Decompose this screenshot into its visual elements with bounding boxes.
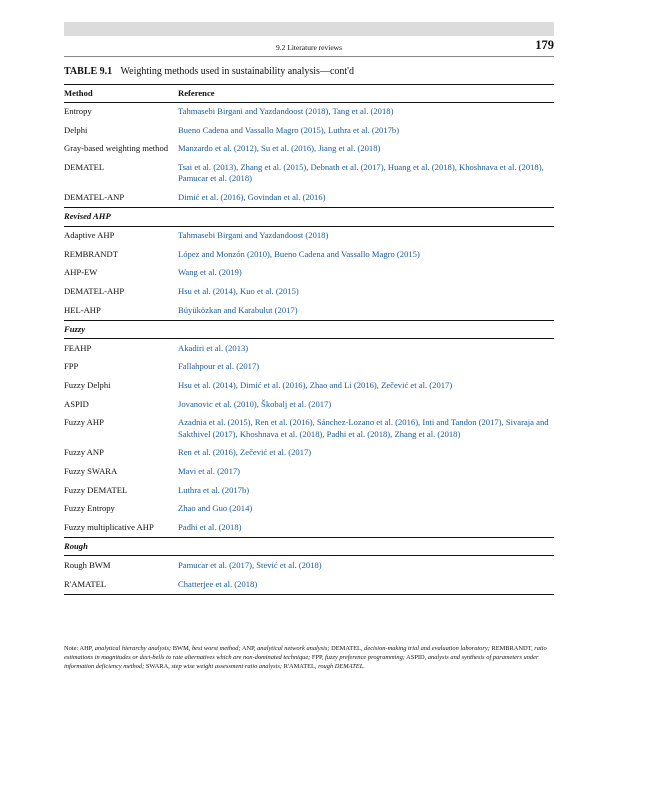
table-row bbox=[64, 358, 554, 377]
reference-cell[interactable]: Zhao and Guo (2014) bbox=[178, 503, 253, 514]
group-row-rough bbox=[64, 537, 554, 556]
note-part: SWARA, bbox=[144, 663, 172, 671]
method-cell: REMBRANDT bbox=[64, 248, 118, 259]
table-title: Weighting methods used in sustainability analysis—cont'd bbox=[120, 66, 354, 77]
method-cell: FPP bbox=[64, 361, 79, 372]
table-row bbox=[64, 395, 554, 414]
reference-cell[interactable]: Wang et al. (2019) bbox=[178, 267, 242, 278]
note-part: ratio estimations in magnitudes or deci-bells to rate alternatives which are non-dominated technique; bbox=[64, 645, 547, 662]
table-row bbox=[64, 121, 554, 140]
method-cell: Fuzzy multiplicative AHP bbox=[64, 521, 154, 532]
table-row bbox=[64, 575, 554, 594]
rows-rough bbox=[64, 556, 554, 594]
page-number: 179 bbox=[535, 38, 554, 52]
group-label: Fuzzy bbox=[64, 320, 554, 339]
reference-cell[interactable]: Bueno Cadena and Vassallo Magro (2015), Luthra et al. (2017b) bbox=[178, 124, 400, 135]
table-row bbox=[64, 264, 554, 283]
method-cell: AHP-EW bbox=[64, 267, 98, 278]
reference-cell[interactable]: López and Monzón (2010), Bueno Cadena and Vassallo Magro (2015) bbox=[178, 248, 420, 259]
reference-cell[interactable]: Tahmasebi Birgani and Yazdandoost (2018), Tang et al. (2018) bbox=[178, 106, 394, 117]
reference-cell[interactable]: Hsu et al. (2014), Kuo et al. (2015) bbox=[178, 286, 299, 297]
method-cell: Fuzzy Entropy bbox=[64, 503, 115, 514]
method-cell: Fuzzy DEMATEL bbox=[64, 484, 128, 495]
method-cell: FEAHP bbox=[64, 342, 92, 353]
method-cell: R'AMATEL bbox=[64, 575, 178, 594]
note-part: ANP, bbox=[240, 645, 258, 652]
method-cell: DEMATEL-ANP bbox=[64, 192, 125, 203]
table-row bbox=[64, 414, 554, 444]
table-row bbox=[64, 245, 554, 264]
note-part: analysis and synthesis of parameters under information deficiency method; bbox=[64, 654, 539, 671]
method-cell: Entropy bbox=[64, 106, 92, 117]
method-cell: ASPID bbox=[64, 398, 89, 409]
method-cell: Delphi bbox=[64, 124, 88, 135]
header-rule bbox=[64, 56, 554, 57]
table-row bbox=[64, 339, 554, 358]
table-row bbox=[64, 301, 554, 320]
note-part: REMBRANDT, bbox=[489, 645, 535, 652]
table-row bbox=[64, 556, 554, 575]
reference-cell[interactable]: Akadiri et al. (2013) bbox=[178, 342, 249, 353]
reference-cell[interactable]: Dimić et al. (2016), Govindan et al. (2016) bbox=[178, 192, 326, 203]
table-row bbox=[64, 444, 554, 463]
reference-cell[interactable]: Azadnia et al. (2015), Ren et al. (2016), Sánchez-Lozano et al. (2016), Inti and Tandon (2017), Sivaraja and Sakthivel (2017), Khoshnava et al. (2018), Padhi et al. (2018), Zhang et al. (2018) bbox=[178, 417, 549, 439]
table-row bbox=[64, 158, 554, 188]
method-cell: Adaptive AHP bbox=[64, 230, 115, 241]
method-cell: DEMATEL bbox=[64, 161, 105, 172]
method-cell: Fuzzy AHP bbox=[64, 417, 104, 428]
note-part: R'AMATEL, bbox=[281, 663, 319, 671]
weighting-methods-table bbox=[64, 84, 554, 595]
note-label: Note: bbox=[64, 645, 79, 652]
column-header-method: Method bbox=[64, 85, 178, 103]
group-label: Rough bbox=[64, 537, 554, 556]
note-part: FPP, bbox=[310, 654, 326, 662]
method-cell: HEL-AHP bbox=[64, 304, 101, 315]
method-cell: DEMATEL-AHP bbox=[64, 286, 125, 297]
group-row-revised-ahp bbox=[64, 208, 554, 227]
reference-cell[interactable]: Hsu et al. (2014), Dimić et al. (2016), Zhao and Li (2016), Zečević et al. (2017) bbox=[178, 380, 453, 390]
reference-cell[interactable]: Mavi et al. (2017) bbox=[178, 465, 241, 476]
table-row bbox=[64, 102, 554, 121]
rows-general bbox=[64, 102, 554, 208]
reference-cell[interactable]: Tsai et al. (2013), Zhang et al. (2015), Debnath et al. (2017), Huang et al. (2018), Khoshnava et al. (2018), Pamucar et al. (2018) bbox=[178, 161, 544, 184]
table-row bbox=[64, 481, 554, 500]
table-row bbox=[64, 226, 554, 245]
table-row bbox=[64, 140, 554, 159]
table-caption bbox=[64, 66, 354, 77]
table-header-row bbox=[64, 85, 554, 103]
reference-cell[interactable]: Manzardo et al. (2012), Su et al. (2016), Jiang et al. (2018) bbox=[178, 143, 381, 154]
running-head bbox=[64, 39, 554, 55]
reference-cell[interactable]: Jovanovic et al. (2010), Škobalj et al. (2017) bbox=[178, 398, 332, 409]
table-row bbox=[64, 462, 554, 481]
note-part: fuzzy preference programming; bbox=[325, 654, 405, 662]
table-note bbox=[64, 644, 554, 671]
note-part: analytical hierarchy analysis; bbox=[94, 645, 172, 652]
rows-revised-ahp bbox=[64, 226, 554, 320]
section-title: 9.2 Literature reviews bbox=[275, 43, 342, 52]
reference-cell[interactable]: Chatterjee et al. (2018) bbox=[178, 575, 554, 594]
note-part: best worst method; bbox=[191, 645, 241, 652]
note-part: analytical network analysis; bbox=[257, 645, 330, 652]
method-cell: Fuzzy Delphi bbox=[64, 380, 111, 390]
group-row-fuzzy bbox=[64, 320, 554, 339]
reference-cell[interactable]: Padhi et al. (2018) bbox=[178, 521, 242, 532]
reference-cell[interactable]: Fallahpour et al. (2017) bbox=[178, 361, 260, 372]
note-part: DEMATEL, bbox=[329, 645, 365, 652]
table-row bbox=[64, 283, 554, 302]
reference-cell[interactable]: Tahmasebi Birgani and Yazdandoost (2018) bbox=[178, 230, 329, 241]
reference-cell[interactable]: Büyüközkan and Karabulut (2017) bbox=[178, 304, 298, 315]
reference-cell[interactable]: Pamucar et al. (2017), Stević et al. (2018) bbox=[178, 559, 322, 570]
table-row bbox=[64, 500, 554, 519]
top-bar bbox=[64, 22, 554, 36]
note-part: ASPID, bbox=[404, 654, 428, 662]
method-cell: Gray-based weighting method bbox=[64, 143, 169, 154]
note-part: step wise weight assessment ratio analysis; bbox=[171, 663, 282, 671]
note-part: rough DEMATEL. bbox=[318, 663, 365, 671]
note-part: AHP, bbox=[79, 645, 95, 652]
method-cell: Rough BWM bbox=[64, 559, 111, 570]
note-part: BWM, bbox=[171, 645, 192, 652]
rows-fuzzy bbox=[64, 339, 554, 538]
method-cell: Fuzzy ANP bbox=[64, 447, 104, 458]
group-label: Revised AHP bbox=[64, 208, 554, 227]
method-cell: Fuzzy SWARA bbox=[64, 465, 118, 476]
table-label: TABLE 9.1 bbox=[64, 66, 113, 77]
table-row bbox=[64, 189, 554, 208]
reference-cell[interactable]: Luthra et al. (2017b) bbox=[178, 484, 250, 495]
column-header-reference: Reference bbox=[178, 85, 554, 103]
table-row bbox=[64, 377, 554, 396]
note-part: decision-making trial and evaluation laboratory; bbox=[364, 645, 490, 652]
table-row bbox=[64, 518, 554, 537]
reference-cell[interactable]: Ren et al. (2016), Zečević et al. (2017) bbox=[178, 447, 312, 458]
